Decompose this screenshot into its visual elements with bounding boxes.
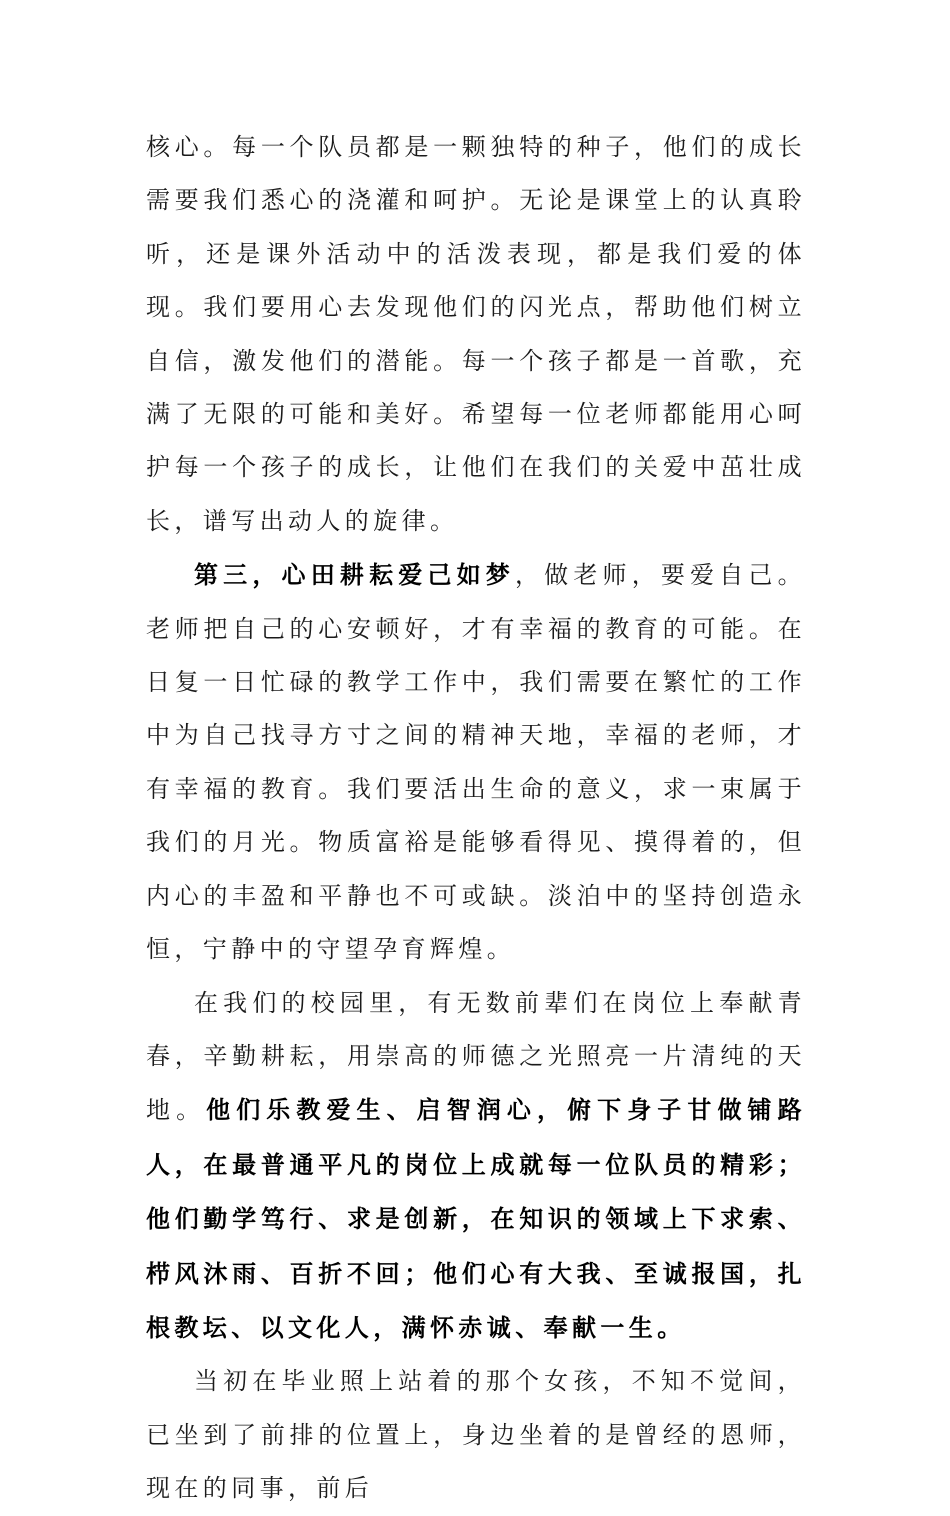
paragraph-4 xyxy=(146,1355,806,1515)
paragraph-2-text: ，做老师，要爱自己。老师把自己的心安顿好，才有幸福的教育的可能。在日复一日忙碌的教学工作中，我们需要在繁忙的工作中为自己找寻方寸之间的精神天地，幸福的老师，才有幸福的教育。我们要活出生命的意义，求一束属于我们的月光。物质富裕是能够看得见、摸得着的，但内心的丰盈和平静也不可或缺。淡泊中的坚持创造永恒，宁静中的守望孕育辉煌。 xyxy=(146,561,807,964)
paragraph-4-text: 当初在毕业照上站着的那个女孩，不知不觉间，已坐到了前排的位置上，身边坐着的是曾经的恩师，现在的同事，前后 xyxy=(146,1367,806,1503)
paragraph-1-text: 核心。每一个队员都是一颗独特的种子，他们的成长需要我们悉心的浇灌和呵护。无论是课堂上的认真聆听，还是课外活动中的活泼表现，都是我们爱的体现。我们要用心去发现他们的闪光点，帮助他们树立自信，激发他们的潜能。每一个孩子都是一首歌，充满了无限的可能和美好。希望每一位老师都能用心呵护每一个孩子的成长，让他们在我们的关爱中茁壮成长，谱写出动人的旋律。 xyxy=(146,133,806,535)
paragraph-3 xyxy=(146,977,806,1356)
paragraph-3-emphasis: 他们乐教爱生、启智润心，俯下身子甘做铺路人，在最普通平凡的岗位上成就每一位队员的精彩；他们勤学笃行、求是创新，在知识的领域上下求索、栉风沐雨、百折不回；他们心有大我、至诚报国，扎根教坛、以文化人，满怀赤诚、奉献一生。 xyxy=(146,1095,806,1342)
paragraph-3-text: 在我们的校园里，有无数前辈们在岗位上奉献青春，辛勤耕耘，用崇高的师德之光照亮一片清纯的天地。 xyxy=(146,988,806,1125)
paragraph-2-heading: 第三，心田耕耘爱己如梦 xyxy=(194,560,515,590)
paragraph-2 xyxy=(146,548,806,976)
document-page xyxy=(146,121,806,1516)
paragraph-1 xyxy=(146,121,806,548)
